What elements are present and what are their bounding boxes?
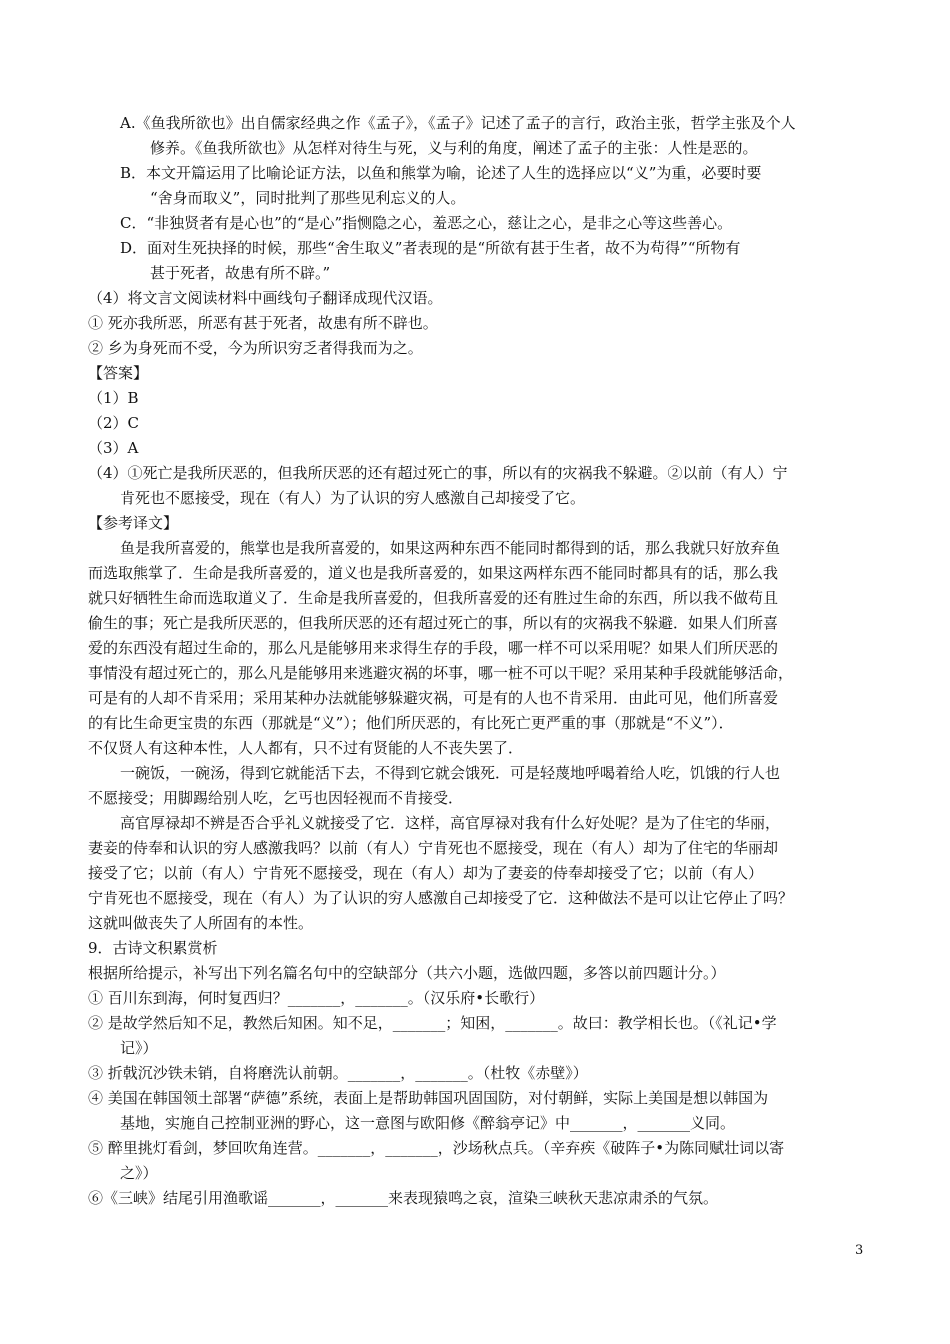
option-a-line-2: 修养。《鱼我所欲也》从怎样对待生与死，义与利的角度，阐述了孟子的主张：人性是恶的。 bbox=[150, 139, 758, 157]
fill-blank-2-line-2: 记》） bbox=[120, 1039, 158, 1057]
translate-sentence-2: ② 乡为身死而不受，今为所识穷乏者得我而为之。 bbox=[88, 339, 423, 357]
fill-blank-1: ① 百川东到海，何时复西归？_______，_______。（汉乐府•长歌行） bbox=[88, 989, 545, 1007]
translate-sentence-1: ① 死亦我所恶，所恶有甚于死者，故患有所不辟也。 bbox=[88, 314, 438, 332]
translation-p1-line-9: 不仅贤人有这种本性，人人都有，只不过有贤能的人不丧失罢了． bbox=[88, 739, 524, 757]
fill-blank-4-line-2: 基地，实施自己控制亚洲的野心，这一意图与欧阳修《醉翁亭记》中_______，_______义同。 bbox=[120, 1114, 736, 1132]
translation-p1-line-2: 而选取熊掌了．生命是我所喜爱的，道义也是我所喜爱的，如果这两样东西不能同时都具有的话，那么我 bbox=[88, 564, 779, 582]
fill-blank-4-line-1: ④ 美国在韩国领土部署“萨德”系统，表面上是帮助韩国巩固国防，对付朝鲜，实际上美国是想以韩国为 bbox=[88, 1089, 769, 1107]
translation-heading: 【参考译文】 bbox=[88, 514, 179, 532]
fill-blank-6: ⑥《三峡》结尾引用渔歌谣_______，_______来表现猿鸣之哀，渲染三峡秋天悲凉肃杀的气氛。 bbox=[88, 1189, 719, 1207]
option-b-line-2: “舍身而取义”，同时批判了那些见利忘义的人。 bbox=[150, 189, 466, 207]
translation-p2-line-1: 一碗饭，一碗汤，得到它就能活下去，不得到它就会饿死．可是轻蔑地呼喝着给人吃，饥饿的行人也 bbox=[120, 764, 781, 782]
answer-heading: 【答案】 bbox=[88, 364, 149, 382]
translation-p3-line-2: 妻妾的侍奉和认识的穷人感激我吗？以前（有人）宁肯死也不愿接受，现在（有人）却为了住宅的华丽却 bbox=[88, 839, 779, 857]
translation-p1-line-5: 爱的东西没有超过生命的，那么凡是能够用来求得生存的手段，哪一样不可以采用呢？如果人们所厌恶的 bbox=[88, 639, 779, 657]
fill-blank-5-line-1: ⑤ 醉里挑灯看剑，梦回吹角连营。_______，_______，沙场秋点兵。（辛弃疾《破阵子•为陈同赋壮词以寄 bbox=[88, 1139, 785, 1157]
question-9-heading: 9．古诗文积累赏析 bbox=[88, 939, 218, 957]
answer-1: （1）B bbox=[88, 389, 139, 407]
option-d-line-2: 甚于死者，故患有所不辟。” bbox=[150, 264, 331, 282]
answer-3: （3）A bbox=[88, 439, 139, 457]
translation-p1-line-7: 可是有的人却不肯采用；采用某种办法就能够躲避灾祸，可是有的人也不肯采用．由此可见，他们所喜爱 bbox=[88, 689, 779, 707]
question-9-instructions: 根据所给提示，补写出下列名篇名句中的空缺部分（共六小题，选做四题，多答以前四题计分。） bbox=[88, 964, 726, 982]
fill-blank-3: ③ 折戟沉沙铁未销，自将磨洗认前朝。_______，_______。（杜牧《赤壁》） bbox=[88, 1064, 588, 1082]
option-b-line-1: B．本文开篇运用了比喻论证方法，以鱼和熊掌为喻，论述了人生的选择应以“义”为重，必要时要 bbox=[120, 164, 762, 182]
translation-p1-line-8: 的有比生命更宝贵的东西（那就是“义”）；他们所厌恶的，有比死亡更严重的事（那就是“不义”）． bbox=[88, 714, 734, 732]
translation-p2-line-2: 不愿接受；用脚踢给别人吃，乞丐也因轻视而不肯接受． bbox=[88, 789, 464, 807]
page-number: 3 bbox=[855, 1243, 864, 1258]
translation-p1-line-1: 鱼是我所喜爱的，熊掌也是我所喜爱的，如果这两种东西不能同时都得到的话，那么我就只好放弃鱼 bbox=[120, 539, 781, 557]
translation-p3-line-5: 这就叫做丧失了人所固有的本性。 bbox=[88, 914, 314, 932]
translation-p1-line-4: 偷生的事；死亡是我所厌恶的，但我所厌恶的还有超过死亡的事，所以有的灾祸我不躲避．如果人们所喜 bbox=[88, 614, 779, 632]
answer-4-line-2: 肯死也不愿接受，现在（有人）为了认识的穷人感激自己却接受了它。 bbox=[120, 489, 586, 507]
fill-blank-2-line-1: ② 是故学然后知不足，教然后知困。知不足，_______；知困，_______。故曰：教学相长也。（《礼记•学 bbox=[88, 1014, 777, 1032]
translation-p3-line-3: 接受了它；以前（有人）宁肯死不愿接受，现在（有人）却为了妻妾的侍奉却接受了它；以前（有人） bbox=[88, 864, 764, 882]
question-4-prompt: （4）将文言文阅读材料中画线句子翻译成现代汉语。 bbox=[88, 289, 443, 307]
option-a-line-1: A.《鱼我所欲也》出自儒家经典之作《孟子》，《孟子》记述了孟子的言行，政治主张，哲学主张及个人 bbox=[120, 114, 796, 132]
option-c-line: C．“非独贤者有是心也”的“是心”指恻隐之心，羞恶之心，慈让之心，是非之心等这些善心。 bbox=[120, 214, 733, 232]
option-d-line-1: D．面对生死抉择的时候，那些“舍生取义”者表现的是“所欲有甚于生者，故不为苟得”“所物有 bbox=[120, 239, 741, 257]
translation-p1-line-3: 就只好牺牲生命而选取道义了．生命是我所喜爱的，但我所喜爱的还有胜过生命的东西，所以我不做苟且 bbox=[88, 589, 779, 607]
translation-p3-line-1: 高官厚禄却不辨是否合乎礼义就接受了它．这样，高官厚禄对我有什么好处呢？是为了住宅的华丽， bbox=[120, 814, 781, 832]
translation-p1-line-6: 事情没有超过死亡的，那么凡是能够用来逃避灾祸的坏事，哪一桩不可以干呢？采用某种手段就能够活命， bbox=[88, 664, 794, 682]
translation-p3-line-4: 宁肯死也不愿接受，现在（有人）为了认识的穷人感激自己却接受了它．这种做法不是可以让它停止了吗？ bbox=[88, 889, 794, 907]
answer-2: （2）C bbox=[88, 414, 140, 432]
answer-4-line-1: （4）①死亡是我所厌恶的，但我所厌恶的还有超过死亡的事，所以有的灾祸我不躲避。②以前（有人）宁 bbox=[88, 464, 788, 482]
fill-blank-5-line-2: 之》） bbox=[120, 1164, 158, 1182]
